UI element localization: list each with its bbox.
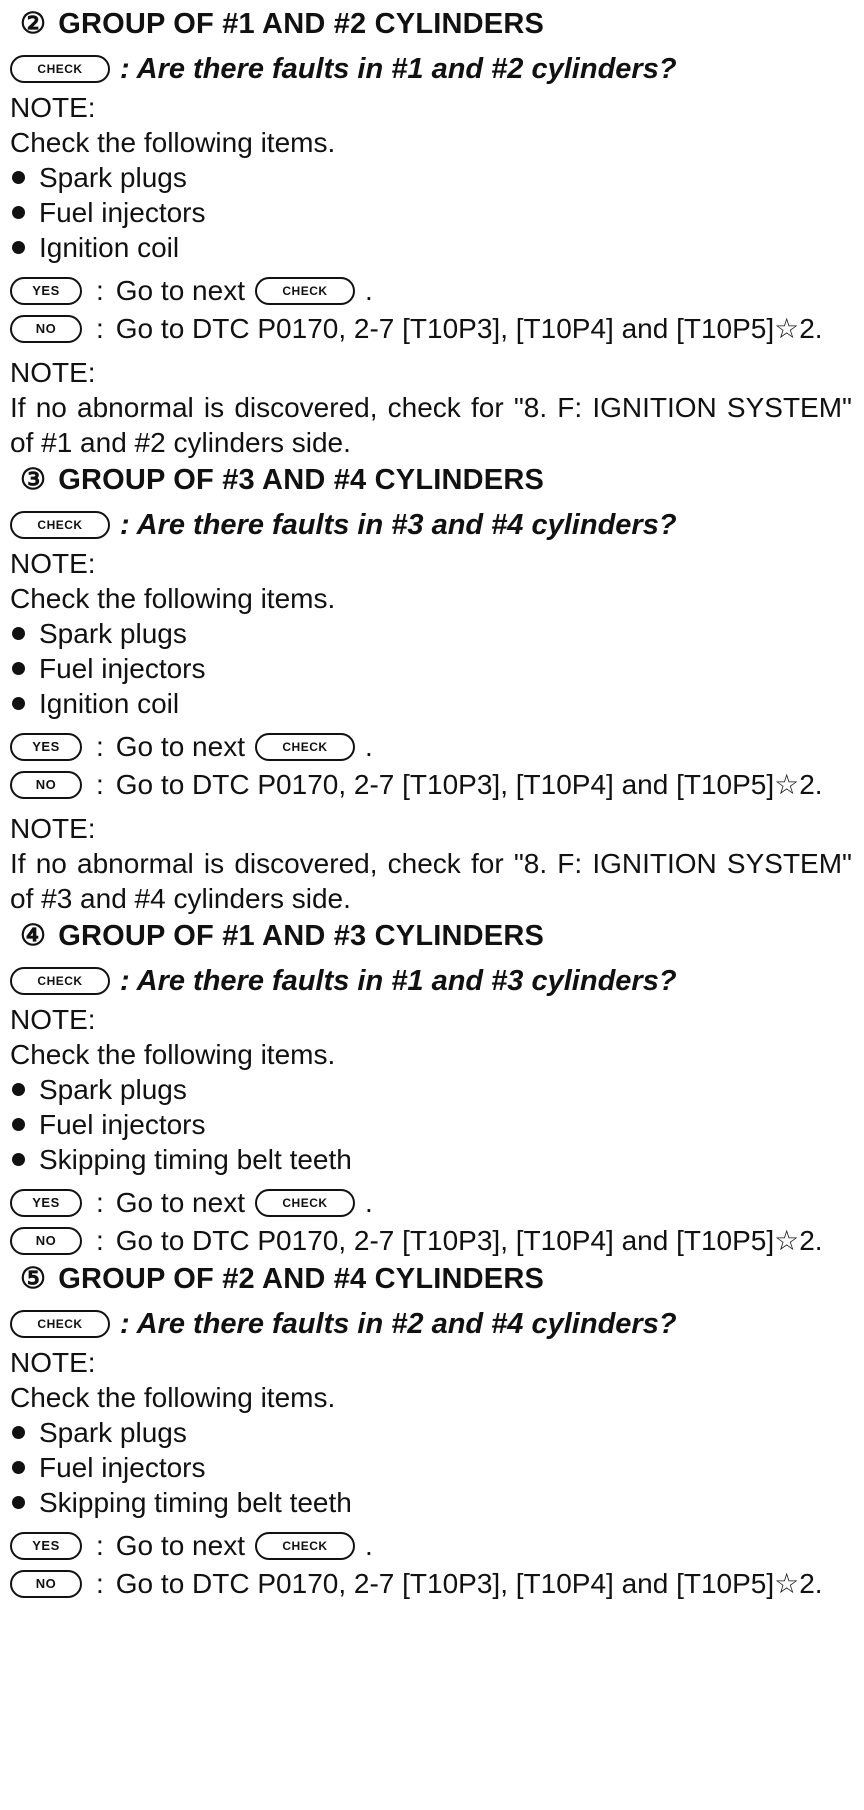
check-item (10, 1415, 852, 1450)
check-badge-icon: CHECK (255, 277, 355, 305)
check-item-label: Ignition coil (39, 688, 180, 719)
no-text: Go to DTC P0170, 2-7 [T10P3], [T10P4] and [T10P5]☆2. (115, 1225, 823, 1256)
question-text: : Are there faults in #3 and #4 cylinders? (120, 509, 677, 541)
check-item (10, 230, 852, 265)
question-text: : Are there faults in #2 and #4 cylinders? (120, 1308, 677, 1340)
check-badge-icon: CHECK (10, 511, 110, 539)
bullet-icon (12, 1461, 25, 1474)
colon: : (96, 731, 104, 762)
no-answer (10, 311, 852, 347)
colon: : (96, 275, 104, 306)
go-next-text: Go to next (115, 731, 245, 762)
check-items-list (10, 1415, 852, 1520)
check-question (10, 48, 852, 90)
note-intro: Check the following items. (10, 127, 336, 158)
yes-text (116, 1185, 852, 1221)
note-label: NOTE: (10, 357, 96, 388)
yes-answer (10, 273, 852, 309)
colon: : (96, 769, 104, 800)
go-next-text: Go to next (115, 1187, 245, 1218)
check-item-label: Ignition coil (39, 232, 180, 263)
section-heading (20, 1259, 852, 1299)
check-item (10, 1450, 852, 1485)
note-intro: Check the following items. (10, 1039, 336, 1070)
check-item-label: Skipping timing belt teeth (39, 1144, 352, 1175)
check-item-label: Spark plugs (39, 162, 187, 193)
note-label: NOTE: (10, 92, 96, 123)
no-text: Go to DTC P0170, 2-7 [T10P3], [T10P4] and [T10P5]☆2. (115, 313, 823, 344)
bullet-icon (12, 1426, 25, 1439)
check-badge-icon: CHECK (255, 1189, 355, 1217)
check-item (10, 651, 852, 686)
step-number: ③ (20, 464, 47, 496)
yes-text (116, 1528, 852, 1564)
section-title: GROUP OF #1 AND #2 CYLINDERS (58, 8, 545, 40)
check-item (10, 1142, 852, 1177)
colon: : (96, 1225, 104, 1256)
no-badge-icon: NO (10, 1570, 82, 1598)
note-label: NOTE: (10, 1004, 96, 1035)
question-text: : Are there faults in #1 and #3 cylinders? (120, 965, 677, 997)
diagnostic-section (10, 916, 852, 1259)
yes-badge-icon: YES (10, 277, 82, 305)
check-item-label: Spark plugs (39, 618, 187, 649)
check-item (10, 686, 852, 721)
period: . (364, 731, 373, 762)
check-items-list (10, 616, 852, 721)
go-next-text: Go to next (115, 1530, 245, 1561)
bullet-icon (12, 662, 25, 675)
check-item (10, 160, 852, 195)
check-item-label: Fuel injectors (39, 653, 206, 684)
yes-answer (10, 1185, 852, 1221)
section-heading (20, 460, 852, 500)
bullet-icon (12, 1153, 25, 1166)
no-answer (10, 1566, 852, 1602)
bullet-icon (12, 1118, 25, 1131)
bullet-icon (12, 171, 25, 184)
colon: : (96, 1187, 104, 1218)
no-badge-icon: NO (10, 315, 82, 343)
note-intro: Check the following items. (10, 1382, 336, 1413)
check-items-list (10, 160, 852, 265)
check-question (10, 960, 852, 1002)
yes-text (116, 729, 852, 765)
no-answer (10, 1223, 852, 1259)
check-item-label: Skipping timing belt teeth (39, 1487, 352, 1518)
section-title: GROUP OF #1 AND #3 CYLINDERS (58, 920, 545, 952)
no-badge-icon: NO (10, 771, 82, 799)
yes-answer (10, 1528, 852, 1564)
yes-text (116, 273, 852, 309)
go-next-text: Go to next (115, 275, 245, 306)
section-title: GROUP OF #3 AND #4 CYLINDERS (58, 464, 545, 496)
check-item (10, 195, 852, 230)
section-title: GROUP OF #2 AND #4 CYLINDERS (58, 1263, 545, 1295)
no-text: Go to DTC P0170, 2-7 [T10P3], [T10P4] and [T10P5]☆2. (115, 1568, 823, 1599)
bullet-icon (12, 1496, 25, 1509)
check-item-label: Spark plugs (39, 1417, 187, 1448)
bullet-icon (12, 206, 25, 219)
check-question (10, 504, 852, 546)
bullet-icon (12, 241, 25, 254)
check-item-label: Fuel injectors (39, 1109, 206, 1140)
colon: : (96, 1568, 104, 1599)
bullet-icon (12, 1083, 25, 1096)
step-number: ② (20, 8, 47, 40)
closing-note: If no abnormal is discovered, check for "8. F: IGNITION SYSTEM" of #3 and #4 cylinders side. (10, 848, 852, 914)
yes-answer (10, 729, 852, 765)
check-item (10, 1485, 852, 1520)
diagnostic-section (10, 4, 852, 460)
bullet-icon (12, 697, 25, 710)
check-item-label: Fuel injectors (39, 1452, 206, 1483)
check-item (10, 1107, 852, 1142)
period: . (364, 275, 373, 306)
period: . (364, 1187, 373, 1218)
no-answer (10, 767, 852, 803)
check-items-list (10, 1072, 852, 1177)
check-item (10, 1072, 852, 1107)
note-intro: Check the following items. (10, 583, 336, 614)
diagnostic-section (10, 1259, 852, 1602)
no-text: Go to DTC P0170, 2-7 [T10P3], [T10P4] and [T10P5]☆2. (115, 769, 823, 800)
check-badge-icon: CHECK (10, 1310, 110, 1338)
check-badge-icon: CHECK (10, 967, 110, 995)
section-heading (20, 4, 852, 44)
yes-badge-icon: YES (10, 733, 82, 761)
check-badge-icon: CHECK (255, 1532, 355, 1560)
period: . (364, 1530, 373, 1561)
check-question (10, 1303, 852, 1345)
closing-note: If no abnormal is discovered, check for "8. F: IGNITION SYSTEM" of #1 and #2 cylinders side. (10, 392, 852, 458)
note-label: NOTE: (10, 548, 96, 579)
no-badge-icon: NO (10, 1227, 82, 1255)
colon: : (96, 1530, 104, 1561)
step-number: ④ (20, 920, 47, 952)
check-badge-icon: CHECK (255, 733, 355, 761)
bullet-icon (12, 627, 25, 640)
yes-badge-icon: YES (10, 1532, 82, 1560)
check-badge-icon: CHECK (10, 55, 110, 83)
question-text: : Are there faults in #1 and #2 cylinders? (120, 53, 677, 85)
note-label: NOTE: (10, 813, 96, 844)
yes-badge-icon: YES (10, 1189, 82, 1217)
diagnostic-section (10, 460, 852, 916)
check-item (10, 616, 852, 651)
note-label: NOTE: (10, 1347, 96, 1378)
check-item-label: Spark plugs (39, 1074, 187, 1105)
colon: : (96, 313, 104, 344)
check-item-label: Fuel injectors (39, 197, 206, 228)
step-number: ⑤ (20, 1263, 47, 1295)
section-heading (20, 916, 852, 956)
